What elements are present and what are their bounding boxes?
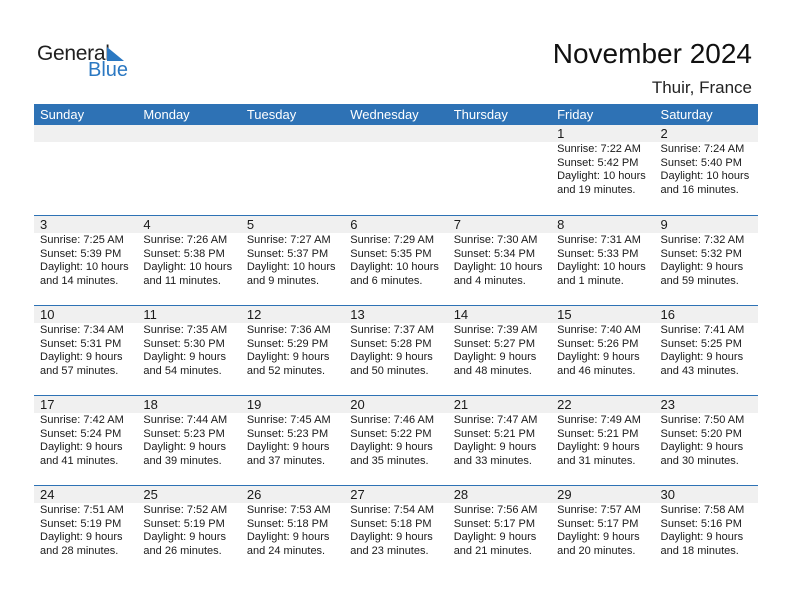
- day-cell: [34, 396, 137, 485]
- sun-info: [344, 233, 447, 288]
- day-cell: [448, 486, 551, 575]
- daylight-text: Daylight: 10 hours: [660, 170, 750, 182]
- daylight-text: Daylight: 9 hours: [350, 441, 433, 453]
- sunset-text: [247, 157, 344, 171]
- sunrise-text: Sunrise: 7:31 AM: [557, 234, 641, 246]
- sun-info: [655, 323, 758, 378]
- minutes-text: and 14 minutes.: [40, 274, 119, 287]
- weekday-saturday: Saturday: [660, 107, 713, 122]
- sun-info: [551, 323, 654, 378]
- day-number: 7: [448, 216, 551, 233]
- sunset-text: Sunset: 5:18 PM: [350, 517, 432, 530]
- week-row: [34, 125, 758, 215]
- sunset-text: Sunset: 5:18 PM: [246, 517, 329, 530]
- minutes-text: [40, 184, 137, 198]
- daylight-text: Daylight: 9 hours: [350, 531, 433, 543]
- calendar-grid: [34, 104, 758, 575]
- minutes-text: and 41 minutes.: [40, 454, 119, 467]
- day-cell: [34, 216, 137, 305]
- daylight-text: Daylight: 9 hours: [143, 441, 226, 453]
- sun-info: [34, 142, 137, 197]
- minutes-text: and 20 minutes.: [557, 544, 636, 557]
- sunrise-text: Sunrise: 7:29 AM: [350, 234, 435, 246]
- sun-info: [448, 142, 551, 197]
- day-number: 1: [551, 125, 654, 142]
- minutes-text: and 28 minutes.: [40, 544, 119, 557]
- daylight-text: [40, 170, 137, 184]
- sun-info: [34, 413, 137, 468]
- weekday-thursday: Thursday: [453, 107, 508, 122]
- sun-info: [241, 142, 344, 197]
- daylight-text: Daylight: 10 hours: [246, 261, 336, 273]
- sunrise-text: Sunrise: 7:37 AM: [350, 324, 435, 336]
- day-number: 21: [448, 396, 551, 413]
- day-number: 13: [344, 306, 447, 323]
- daylight-text: Daylight: 9 hours: [350, 351, 433, 363]
- sun-info: [448, 233, 551, 288]
- sun-info: [137, 413, 240, 468]
- minutes-text: [247, 184, 344, 198]
- day-cell: [344, 396, 447, 485]
- logo-general-text: General: [37, 42, 110, 65]
- sun-info: [34, 323, 137, 378]
- day-cell: [241, 306, 344, 395]
- sun-info: [344, 323, 447, 378]
- sunrise-text: Sunrise: 7:57 AM: [557, 504, 641, 516]
- sun-info: [137, 142, 240, 197]
- sunset-text: Sunset: 5:34 PM: [453, 247, 536, 260]
- sunset-text: Sunset: 5:25 PM: [660, 337, 742, 350]
- minutes-text: [454, 184, 551, 198]
- sunset-text: Sunset: 5:35 PM: [350, 247, 432, 260]
- weekday-wednesday: Wednesday: [350, 107, 419, 122]
- day-cell: [655, 486, 758, 575]
- day-cell: [448, 306, 551, 395]
- day-cell: [34, 486, 137, 575]
- day-cell: [137, 216, 240, 305]
- day-cell: [448, 125, 551, 215]
- sunset-text: Sunset: 5:37 PM: [246, 247, 329, 260]
- day-cell: [34, 306, 137, 395]
- minutes-text: and 9 minutes.: [246, 274, 319, 287]
- day-cell: [551, 125, 654, 215]
- minutes-text: and 16 minutes.: [660, 183, 739, 196]
- day-number: 30: [655, 486, 758, 503]
- week-row: [34, 395, 758, 485]
- sunrise-text: Sunrise: 7:40 AM: [557, 324, 641, 336]
- sunset-text: Sunset: 5:38 PM: [143, 247, 225, 260]
- sun-info: [551, 142, 654, 197]
- sun-info: [34, 233, 137, 288]
- daylight-text: Daylight: 9 hours: [143, 531, 226, 543]
- daylight-text: [247, 170, 344, 184]
- daylight-text: Daylight: 9 hours: [660, 531, 744, 543]
- page-title: November 2024: [552, 38, 752, 69]
- sun-info: [137, 503, 240, 558]
- day-cell: [344, 306, 447, 395]
- day-number: 25: [137, 486, 240, 503]
- day-number: [344, 125, 447, 142]
- minutes-text: and 59 minutes.: [660, 274, 739, 287]
- sun-info: [344, 503, 447, 558]
- day-cell: [655, 125, 758, 215]
- daylight-text: Daylight: 10 hours: [453, 261, 543, 273]
- sun-info: [551, 413, 654, 468]
- daylight-text: Daylight: 9 hours: [40, 531, 123, 543]
- sun-info: [137, 233, 240, 288]
- day-number: 22: [551, 396, 654, 413]
- minutes-text: and 33 minutes.: [453, 454, 532, 467]
- sunset-text: Sunset: 5:19 PM: [143, 517, 225, 530]
- sun-info: [241, 413, 344, 468]
- day-number: [241, 125, 344, 142]
- sun-info: [655, 142, 758, 197]
- day-cell: [241, 486, 344, 575]
- daylight-text: Daylight: 9 hours: [40, 351, 123, 363]
- day-number: 24: [34, 486, 137, 503]
- day-cell: [241, 396, 344, 485]
- sunset-text: [40, 157, 137, 171]
- day-number: 15: [551, 306, 654, 323]
- day-number: 5: [241, 216, 344, 233]
- sun-info: [448, 323, 551, 378]
- sunset-text: Sunset: 5:16 PM: [660, 517, 742, 530]
- weekday-sunday: Sunday: [40, 107, 85, 122]
- daylight-text: Daylight: 10 hours: [557, 261, 646, 273]
- logo: [37, 42, 137, 82]
- minutes-text: and 18 minutes.: [660, 544, 739, 557]
- sunrise-text: Sunrise: 7:24 AM: [660, 143, 745, 155]
- day-cell: [551, 486, 654, 575]
- sunrise-text: [40, 143, 137, 157]
- weekday-tuesday: Tuesday: [246, 107, 297, 122]
- minutes-text: and 26 minutes.: [143, 544, 222, 557]
- sunset-text: Sunset: 5:23 PM: [246, 427, 329, 440]
- sunset-text: Sunset: 5:32 PM: [660, 247, 742, 260]
- sunset-text: Sunset: 5:28 PM: [350, 337, 432, 350]
- weeks-container: [34, 125, 758, 575]
- day-number: 29: [551, 486, 654, 503]
- sunset-text: Sunset: 5:24 PM: [40, 427, 122, 440]
- sunset-text: Sunset: 5:29 PM: [246, 337, 329, 350]
- day-number: 27: [344, 486, 447, 503]
- sunset-text: Sunset: 5:21 PM: [453, 427, 536, 440]
- day-number: 28: [448, 486, 551, 503]
- minutes-text: and 52 minutes.: [246, 364, 326, 377]
- sunrise-text: Sunrise: 7:34 AM: [40, 324, 124, 336]
- minutes-text: and 4 minutes.: [453, 274, 526, 287]
- week-row: [34, 485, 758, 575]
- sunset-text: Sunset: 5:27 PM: [453, 337, 536, 350]
- day-cell: [137, 396, 240, 485]
- day-cell: [137, 306, 240, 395]
- sunrise-text: [350, 143, 447, 157]
- sunset-text: Sunset: 5:17 PM: [557, 517, 639, 530]
- day-number: [137, 125, 240, 142]
- daylight-text: Daylight: 10 hours: [557, 170, 646, 182]
- minutes-text: and 54 minutes.: [143, 364, 222, 377]
- location-subtitle: Thuir, France: [651, 78, 752, 97]
- minutes-text: and 24 minutes.: [246, 544, 326, 557]
- daylight-text: Daylight: 9 hours: [557, 531, 640, 543]
- minutes-text: and 21 minutes.: [453, 544, 532, 557]
- day-cell: [344, 216, 447, 305]
- day-cell: [655, 396, 758, 485]
- sunrise-text: Sunrise: 7:49 AM: [557, 414, 641, 426]
- sunset-text: Sunset: 5:20 PM: [660, 427, 742, 440]
- minutes-text: [143, 184, 240, 198]
- week-row: [34, 305, 758, 395]
- minutes-text: and 19 minutes.: [557, 183, 636, 196]
- daylight-text: Daylight: 9 hours: [246, 441, 330, 453]
- logo-blue-text: Blue: [88, 59, 129, 81]
- week-row: [34, 215, 758, 305]
- sunrise-text: Sunrise: 7:56 AM: [453, 504, 538, 516]
- sunset-text: [143, 157, 240, 171]
- daylight-text: Daylight: 9 hours: [557, 351, 640, 363]
- minutes-text: and 6 minutes.: [350, 274, 423, 287]
- minutes-text: and 48 minutes.: [453, 364, 532, 377]
- sun-info: [448, 413, 551, 468]
- minutes-text: and 37 minutes.: [246, 454, 326, 467]
- sunrise-text: Sunrise: 7:22 AM: [557, 143, 641, 155]
- day-number: 19: [241, 396, 344, 413]
- sun-info: [448, 503, 551, 558]
- daylight-text: [350, 170, 447, 184]
- minutes-text: and 50 minutes.: [350, 364, 429, 377]
- sunrise-text: Sunrise: 7:35 AM: [143, 324, 228, 336]
- sun-info: [344, 413, 447, 468]
- sunset-text: Sunset: 5:30 PM: [143, 337, 225, 350]
- day-number: 18: [137, 396, 240, 413]
- minutes-text: and 11 minutes.: [143, 274, 221, 287]
- day-number: 4: [137, 216, 240, 233]
- sun-info: [241, 323, 344, 378]
- day-number: 10: [34, 306, 137, 323]
- day-number: 20: [344, 396, 447, 413]
- daylight-text: Daylight: 10 hours: [350, 261, 439, 273]
- sunset-text: Sunset: 5:17 PM: [453, 517, 536, 530]
- sun-info: [655, 503, 758, 558]
- daylight-text: Daylight: 9 hours: [246, 351, 330, 363]
- day-cell: [655, 216, 758, 305]
- day-cell: [448, 396, 551, 485]
- day-number: 16: [655, 306, 758, 323]
- day-cell: [551, 306, 654, 395]
- sunrise-text: Sunrise: 7:52 AM: [143, 504, 228, 516]
- daylight-text: Daylight: 9 hours: [660, 441, 744, 453]
- daylight-text: Daylight: 10 hours: [40, 261, 129, 273]
- minutes-text: and 57 minutes.: [40, 364, 119, 377]
- sun-info: [551, 503, 654, 558]
- day-cell: [241, 216, 344, 305]
- sunset-text: Sunset: 5:19 PM: [40, 517, 122, 530]
- daylight-text: Daylight: 9 hours: [40, 441, 123, 453]
- daylight-text: [454, 170, 551, 184]
- daylight-text: Daylight: 10 hours: [143, 261, 233, 273]
- sunrise-text: Sunrise: 7:36 AM: [246, 324, 331, 336]
- daylight-text: Daylight: 9 hours: [557, 441, 640, 453]
- sunrise-text: Sunrise: 7:32 AM: [660, 234, 745, 246]
- sunset-text: Sunset: 5:26 PM: [557, 337, 639, 350]
- sunset-text: [454, 157, 551, 171]
- sunrise-text: Sunrise: 7:45 AM: [246, 414, 331, 426]
- day-number: 3: [34, 216, 137, 233]
- minutes-text: and 1 minute.: [557, 274, 624, 287]
- sunset-text: Sunset: 5:23 PM: [143, 427, 225, 440]
- minutes-text: and 31 minutes.: [557, 454, 636, 467]
- sunrise-text: Sunrise: 7:39 AM: [453, 324, 538, 336]
- sunset-text: [350, 157, 447, 171]
- daylight-text: Daylight: 9 hours: [660, 261, 744, 273]
- sunset-text: Sunset: 5:31 PM: [40, 337, 122, 350]
- sun-info: [137, 323, 240, 378]
- day-cell: [551, 396, 654, 485]
- sunrise-text: Sunrise: 7:50 AM: [660, 414, 745, 426]
- sun-info: [34, 503, 137, 558]
- sunset-text: Sunset: 5:42 PM: [557, 156, 639, 169]
- sunrise-text: Sunrise: 7:58 AM: [660, 504, 745, 516]
- day-number: 12: [241, 306, 344, 323]
- sunset-text: Sunset: 5:22 PM: [350, 427, 432, 440]
- day-number: [448, 125, 551, 142]
- sunset-text: Sunset: 5:21 PM: [557, 427, 639, 440]
- sunrise-text: [143, 143, 240, 157]
- sunset-text: Sunset: 5:40 PM: [660, 156, 742, 169]
- sunrise-text: [454, 143, 551, 157]
- weekday-monday: Monday: [143, 107, 190, 122]
- minutes-text: and 43 minutes.: [660, 364, 739, 377]
- sunrise-text: Sunrise: 7:25 AM: [40, 234, 124, 246]
- day-number: 6: [344, 216, 447, 233]
- daylight-text: Daylight: 9 hours: [660, 351, 744, 363]
- sun-info: [344, 142, 447, 197]
- sunrise-text: Sunrise: 7:27 AM: [246, 234, 331, 246]
- day-number: 23: [655, 396, 758, 413]
- day-cell: [241, 125, 344, 215]
- sun-info: [551, 233, 654, 288]
- sunrise-text: Sunrise: 7:42 AM: [40, 414, 124, 426]
- day-cell: [655, 306, 758, 395]
- day-cell: [448, 216, 551, 305]
- sun-info: [241, 503, 344, 558]
- daylight-text: Daylight: 9 hours: [453, 441, 537, 453]
- daylight-text: Daylight: 9 hours: [143, 351, 226, 363]
- day-cell: [551, 216, 654, 305]
- sun-info: [655, 413, 758, 468]
- sunrise-text: Sunrise: 7:47 AM: [453, 414, 538, 426]
- daylight-text: Daylight: 9 hours: [453, 351, 537, 363]
- minutes-text: and 35 minutes.: [350, 454, 429, 467]
- day-cell: [344, 125, 447, 215]
- day-cell: [137, 486, 240, 575]
- sunrise-text: Sunrise: 7:46 AM: [350, 414, 435, 426]
- sunrise-text: Sunrise: 7:54 AM: [350, 504, 435, 516]
- day-cell: [344, 486, 447, 575]
- minutes-text: and 46 minutes.: [557, 364, 636, 377]
- minutes-text: and 23 minutes.: [350, 544, 429, 557]
- day-number: 17: [34, 396, 137, 413]
- weekday-header: [34, 104, 758, 125]
- daylight-text: [143, 170, 240, 184]
- daylight-text: Daylight: 9 hours: [453, 531, 537, 543]
- day-number: 11: [137, 306, 240, 323]
- sun-info: [655, 233, 758, 288]
- sunrise-text: Sunrise: 7:30 AM: [453, 234, 538, 246]
- day-number: 2: [655, 125, 758, 142]
- sunrise-text: Sunrise: 7:44 AM: [143, 414, 228, 426]
- sunset-text: Sunset: 5:39 PM: [40, 247, 122, 260]
- sunrise-text: Sunrise: 7:53 AM: [246, 504, 331, 516]
- sunrise-text: Sunrise: 7:26 AM: [143, 234, 228, 246]
- day-cell: [34, 125, 137, 215]
- day-number: [34, 125, 137, 142]
- minutes-text: and 39 minutes.: [143, 454, 222, 467]
- day-number: 9: [655, 216, 758, 233]
- sunrise-text: Sunrise: 7:41 AM: [660, 324, 745, 336]
- daylight-text: Daylight: 9 hours: [246, 531, 330, 543]
- sunrise-text: [247, 143, 344, 157]
- day-number: 26: [241, 486, 344, 503]
- sunrise-text: Sunrise: 7:51 AM: [40, 504, 124, 516]
- sunset-text: Sunset: 5:33 PM: [557, 247, 639, 260]
- weekday-friday: Friday: [557, 107, 594, 122]
- day-number: 14: [448, 306, 551, 323]
- minutes-text: [350, 184, 447, 198]
- minutes-text: and 30 minutes.: [660, 454, 739, 467]
- day-cell: [137, 125, 240, 215]
- day-number: 8: [551, 216, 654, 233]
- sun-info: [241, 233, 344, 288]
